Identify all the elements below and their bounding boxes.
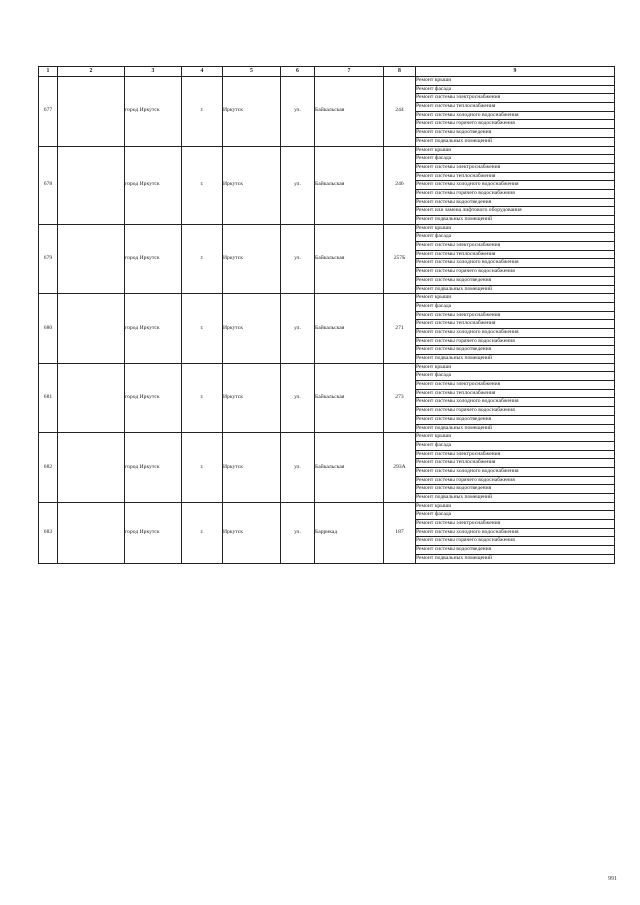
work-type-cell: Ремонт системы горячего водоснабжения — [416, 476, 615, 485]
municipality-cell: город Иркутск — [125, 224, 182, 294]
work-type-cell: Ремонт системы электроснабжения — [416, 163, 615, 172]
house-number-cell: 273 — [384, 363, 416, 433]
street-type-cell: ул. — [281, 363, 315, 433]
locality-cell: Иркутск — [223, 224, 281, 294]
table-body — [39, 77, 615, 564]
column-header: 3 — [125, 67, 182, 77]
work-type-cell: Ремонт системы теплоснабжения — [416, 172, 615, 181]
work-type-cell: Ремонт фасада — [416, 85, 615, 94]
work-type-cell: Ремонт системы горячего водоснабжения — [416, 120, 615, 129]
house-number-cell: 246 — [384, 146, 416, 224]
table-row — [39, 77, 615, 86]
house-number-cell: 271 — [384, 294, 416, 364]
page-number: 991 — [608, 876, 617, 882]
work-type-cell: Ремонт системы водоотведения — [416, 415, 615, 424]
street-cell: Байкальская — [315, 77, 384, 147]
work-type-cell: Ремонт крыши — [416, 77, 615, 86]
street-cell: Байкальская — [315, 224, 384, 294]
work-type-cell: Ремонт системы холодного водоснабжения — [416, 398, 615, 407]
work-type-cell: Ремонт системы водоотведения — [416, 346, 615, 355]
locality-type-cell: г. — [182, 77, 223, 147]
work-type-cell: Ремонт системы водоотведения — [416, 546, 615, 555]
work-type-cell: Ремонт системы горячего водоснабжения — [416, 268, 615, 277]
locality-type-cell: г. — [182, 433, 223, 503]
street-type-cell: ул. — [281, 224, 315, 294]
empty-cell — [58, 224, 125, 294]
work-type-cell: Ремонт крыши — [416, 502, 615, 511]
row-number: 682 — [39, 433, 58, 503]
house-number-cell: 293А — [384, 433, 416, 503]
work-type-cell: Ремонт подвальных помещений — [416, 424, 615, 433]
work-type-cell: Ремонт системы горячего водоснабжения — [416, 337, 615, 346]
house-number-cell: 244 — [384, 77, 416, 147]
column-header: 9 — [416, 67, 615, 77]
street-cell: Байкальская — [315, 433, 384, 503]
municipality-cell: город Иркутск — [125, 502, 182, 563]
work-type-cell: Ремонт подвальных помещений — [416, 554, 615, 563]
row-number: 680 — [39, 294, 58, 364]
municipality-cell: город Иркутск — [125, 146, 182, 224]
work-type-cell: Ремонт системы электроснабжения — [416, 311, 615, 320]
row-number: 679 — [39, 224, 58, 294]
municipality-cell: город Иркутск — [125, 363, 182, 433]
work-type-cell: Ремонт системы электроснабжения — [416, 242, 615, 251]
column-header: 6 — [281, 67, 315, 77]
header-row — [39, 67, 615, 77]
municipality-cell: город Иркутск — [125, 433, 182, 503]
work-type-cell: Ремонт системы горячего водоснабжения — [416, 537, 615, 546]
work-type-cell: Ремонт подвальных помещений — [416, 137, 615, 146]
work-type-cell: Ремонт крыши — [416, 433, 615, 442]
work-type-cell: Ремонт подвальных помещений — [416, 285, 615, 294]
locality-type-cell: г. — [182, 502, 223, 563]
locality-type-cell: г. — [182, 363, 223, 433]
street-type-cell: ул. — [281, 433, 315, 503]
table-row — [39, 502, 615, 511]
work-type-cell: Ремонт системы холодного водоснабжения — [416, 328, 615, 337]
work-type-cell: Ремонт подвальных помещений — [416, 494, 615, 503]
locality-cell: Иркутск — [223, 433, 281, 503]
work-type-cell: Ремонт системы электроснабжения — [416, 450, 615, 459]
work-type-cell: Ремонт системы электроснабжения — [416, 94, 615, 103]
table-row — [39, 224, 615, 233]
locality-cell: Иркутск — [223, 77, 281, 147]
table-row — [39, 294, 615, 303]
work-type-cell: Ремонт системы водоотведения — [416, 276, 615, 285]
table-row — [39, 146, 615, 155]
row-number: 678 — [39, 146, 58, 224]
empty-cell — [58, 433, 125, 503]
work-type-cell: Ремонт системы водоотведения — [416, 198, 615, 207]
municipality-cell: город Иркутск — [125, 294, 182, 364]
work-type-cell: Ремонт системы электроснабжения — [416, 381, 615, 390]
street-cell: Баррикад — [315, 502, 384, 563]
work-type-cell: Ремонт фасада — [416, 372, 615, 381]
work-type-cell: Ремонт крыши — [416, 363, 615, 372]
column-header: 4 — [182, 67, 223, 77]
work-type-cell: Ремонт фасада — [416, 302, 615, 311]
work-type-cell: Ремонт системы теплоснабжения — [416, 250, 615, 259]
work-type-cell: Ремонт крыши — [416, 224, 615, 233]
street-type-cell: ул. — [281, 294, 315, 364]
locality-type-cell: г. — [182, 224, 223, 294]
work-type-cell: Ремонт системы холодного водоснабжения — [416, 467, 615, 476]
empty-cell — [58, 363, 125, 433]
street-type-cell: ул. — [281, 146, 315, 224]
row-number: 683 — [39, 502, 58, 563]
work-type-cell: Ремонт системы горячего водоснабжения — [416, 407, 615, 416]
empty-cell — [58, 502, 125, 563]
work-type-cell: Ремонт системы холодного водоснабжения — [416, 111, 615, 120]
work-type-cell: Ремонт системы холодного водоснабжения — [416, 181, 615, 190]
work-type-cell: Ремонт системы холодного водоснабжения — [416, 528, 615, 537]
work-type-cell: Ремонт системы теплоснабжения — [416, 320, 615, 329]
empty-cell — [58, 77, 125, 147]
column-header: 1 — [39, 67, 58, 77]
street-type-cell: ул. — [281, 502, 315, 563]
street-cell: Байкальская — [315, 146, 384, 224]
empty-cell — [58, 146, 125, 224]
work-type-cell: Ремонт фасада — [416, 441, 615, 450]
work-type-cell: Ремонт фасада — [416, 155, 615, 164]
locality-type-cell: г. — [182, 294, 223, 364]
locality-type-cell: г. — [182, 146, 223, 224]
house-number-cell: 257Б — [384, 224, 416, 294]
work-type-cell: Ремонт системы водоотведения — [416, 129, 615, 138]
municipality-cell: город Иркутск — [125, 77, 182, 147]
work-type-cell: Ремонт фасада — [416, 511, 615, 520]
work-type-cell: Ремонт фасада — [416, 233, 615, 242]
street-type-cell: ул. — [281, 77, 315, 147]
work-type-cell: Ремонт или замена лифтового оборудования — [416, 207, 615, 216]
column-header: 5 — [223, 67, 281, 77]
work-type-cell: Ремонт подвальных помещений — [416, 216, 615, 225]
street-cell: Байкальская — [315, 363, 384, 433]
house-number-cell: 187 — [384, 502, 416, 563]
work-type-cell: Ремонт системы теплоснабжения — [416, 389, 615, 398]
work-type-cell: Ремонт крыши — [416, 294, 615, 303]
table-row — [39, 433, 615, 442]
repair-program-table — [38, 66, 615, 564]
locality-cell: Иркутск — [223, 294, 281, 364]
work-type-cell: Ремонт системы горячего водоснабжения — [416, 189, 615, 198]
locality-cell: Иркутск — [223, 502, 281, 563]
table-row — [39, 363, 615, 372]
work-type-cell: Ремонт системы холодного водоснабжения — [416, 259, 615, 268]
column-header: 8 — [384, 67, 416, 77]
work-type-cell: Ремонт системы теплоснабжения — [416, 459, 615, 468]
street-cell: Байкальская — [315, 294, 384, 364]
row-number: 681 — [39, 363, 58, 433]
locality-cell: Иркутск — [223, 363, 281, 433]
empty-cell — [58, 294, 125, 364]
row-number: 677 — [39, 77, 58, 147]
work-type-cell: Ремонт системы теплоснабжения — [416, 103, 615, 112]
locality-cell: Иркутск — [223, 146, 281, 224]
column-header: 7 — [315, 67, 384, 77]
work-type-cell: Ремонт системы водоотведения — [416, 485, 615, 494]
work-type-cell: Ремонт крыши — [416, 146, 615, 155]
work-type-cell: Ремонт системы электроснабжения — [416, 520, 615, 529]
column-header: 2 — [58, 67, 125, 77]
work-type-cell: Ремонт подвальных помещений — [416, 355, 615, 364]
